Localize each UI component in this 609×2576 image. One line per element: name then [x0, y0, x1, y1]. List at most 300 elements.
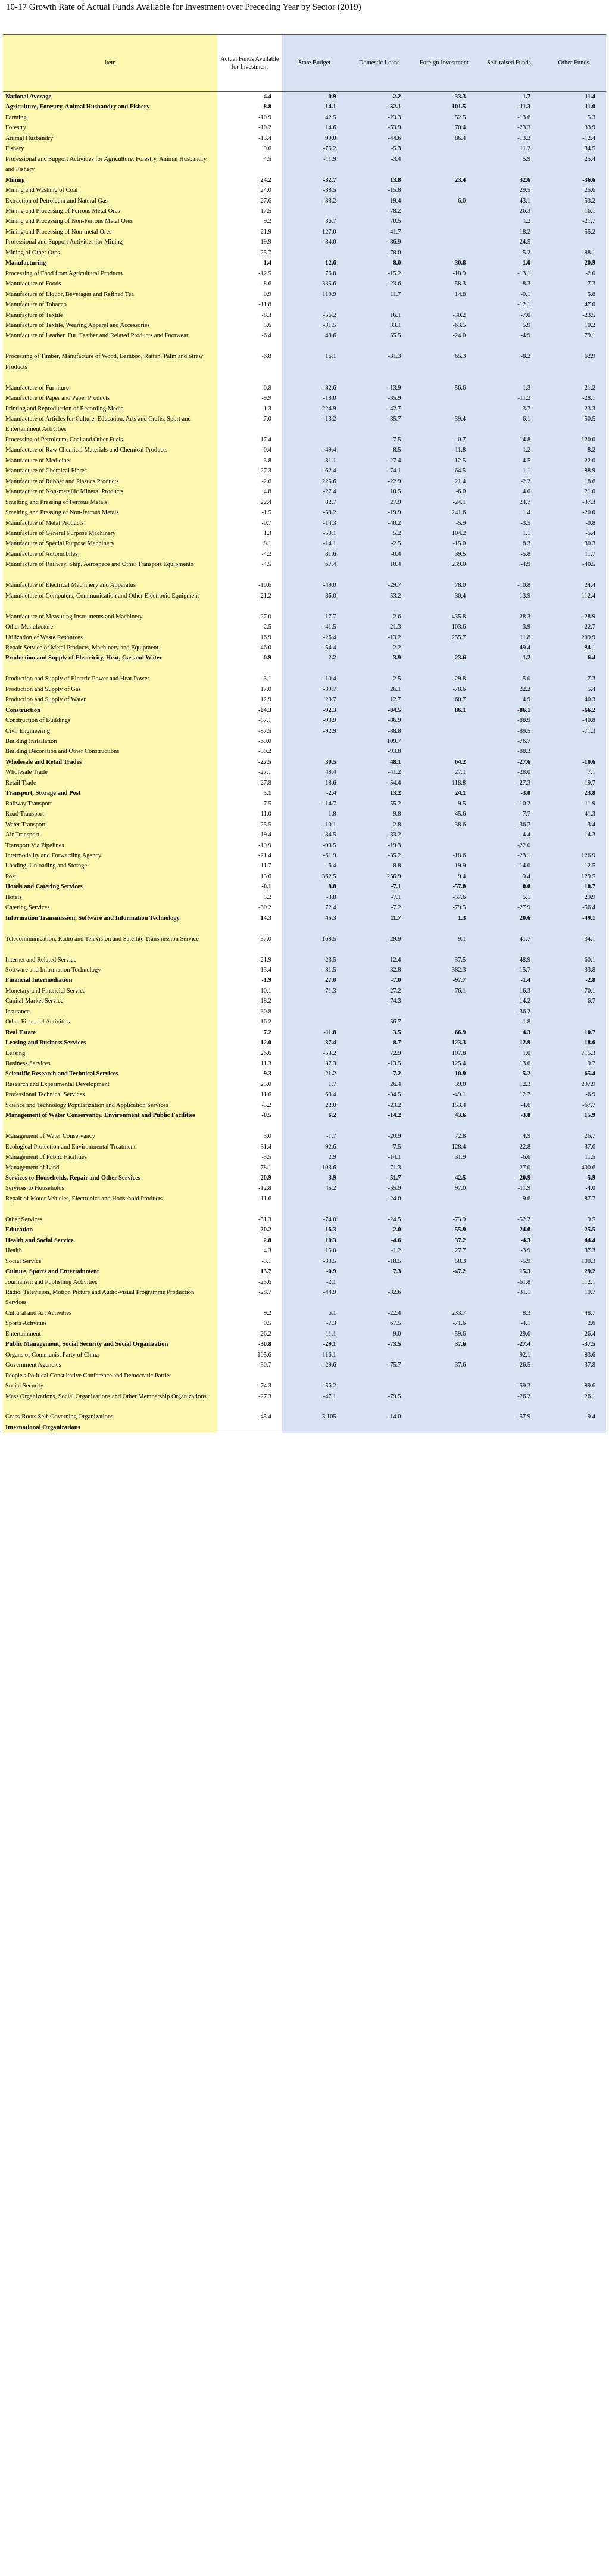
table-row — [3, 456, 606, 466]
cell-state-budget: -56.2 — [282, 310, 347, 321]
table-row — [3, 622, 606, 632]
cell-domestic-loans: -19.9 — [347, 508, 412, 518]
cell-self-raised-funds: 12.7 — [476, 1090, 541, 1100]
table-row — [3, 1360, 606, 1370]
cell-actual-funds: 21.9 — [217, 955, 282, 965]
cell-state-budget: -10.4 — [282, 674, 347, 684]
table-row — [3, 1423, 606, 1433]
cell-other-funds: 44.4 — [541, 1236, 606, 1246]
cell-foreign-investment: -24.1 — [411, 497, 476, 508]
cell-actual-funds: -11.8 — [217, 300, 282, 310]
cell-domestic-loans: -73.5 — [347, 1339, 412, 1349]
cell-domestic-loans: -78.2 — [347, 206, 412, 216]
cell-state-budget: 168.5 — [282, 934, 347, 955]
table-row — [3, 955, 606, 965]
cell-other-funds: 715.3 — [541, 1049, 606, 1059]
cell-self-raised-funds: 29.5 — [476, 185, 541, 195]
cell-self-raised-funds: 15.3 — [476, 1267, 541, 1277]
table-row — [3, 1318, 606, 1329]
cell-foreign-investment — [411, 736, 476, 746]
row-label: Manufacture of Paper and Paper Products — [3, 393, 217, 403]
cell-actual-funds: -45.4 — [217, 1412, 282, 1422]
cell-domestic-loans: -8.7 — [347, 1038, 412, 1048]
cell-domestic-loans: -13.5 — [347, 1059, 412, 1069]
cell-other-funds: 112.1 — [541, 1277, 606, 1287]
cell-self-raised-funds: -4.6 — [476, 1100, 541, 1110]
cell-actual-funds: 16.2 — [217, 1017, 282, 1027]
cell-other-funds: 55.2 — [541, 227, 606, 237]
table-row — [3, 216, 606, 226]
row-label: Road Transport — [3, 809, 217, 819]
cell-state-budget: -32.7 — [282, 175, 347, 185]
cell-self-raised-funds: -88.3 — [476, 746, 541, 757]
cell-state-budget: 45.2 — [282, 1183, 347, 1193]
cell-actual-funds: -87.1 — [217, 715, 282, 726]
cell-self-raised-funds: 27.0 — [476, 1163, 541, 1173]
table-row — [3, 1277, 606, 1287]
row-label: Repair Service of Metal Products, Machinery and Equipment — [3, 643, 217, 653]
row-label: Sports Activities — [3, 1318, 217, 1329]
cell-other-funds: -40.5 — [541, 559, 606, 580]
row-label: Intermodality and Forwarding Agency — [3, 851, 217, 861]
cell-domestic-loans: -32.1 — [347, 102, 412, 112]
table-row — [3, 445, 606, 455]
table-row — [3, 185, 606, 195]
column-header-item: Item — [3, 35, 217, 92]
cell-other-funds: -49.1 — [541, 913, 606, 934]
cell-domestic-loans: -54.4 — [347, 778, 412, 788]
cell-other-funds: 9.7 — [541, 1059, 606, 1069]
table-row — [3, 705, 606, 715]
cell-state-budget: -0.9 — [282, 92, 347, 102]
cell-state-budget: -14.3 — [282, 518, 347, 528]
cell-domestic-loans: -7.2 — [347, 903, 412, 913]
cell-self-raised-funds: 1.2 — [476, 445, 541, 455]
table-row — [3, 487, 606, 497]
cell-domestic-loans: 2.2 — [347, 92, 412, 102]
cell-actual-funds: -4.5 — [217, 559, 282, 580]
cell-actual-funds: -1.9 — [217, 975, 282, 985]
cell-foreign-investment: -49.1 — [411, 1090, 476, 1100]
cell-other-funds: 24.4 — [541, 580, 606, 590]
cell-domestic-loans: -7.5 — [347, 1142, 412, 1152]
column-header-self-raised-funds: Self-raised Funds — [476, 35, 541, 92]
row-label: Catering Services — [3, 903, 217, 913]
cell-self-raised-funds: -5.0 — [476, 674, 541, 684]
table-row — [3, 321, 606, 331]
cell-actual-funds: 20.2 — [217, 1225, 282, 1235]
cell-other-funds: 6.4 — [541, 653, 606, 674]
cell-foreign-investment: 6.0 — [411, 196, 476, 206]
table-row — [3, 1007, 606, 1017]
cell-state-budget: 225.6 — [282, 477, 347, 487]
table-row — [3, 92, 606, 102]
cell-actual-funds: -90.2 — [217, 746, 282, 757]
table-row — [3, 1163, 606, 1173]
table-row — [3, 695, 606, 705]
cell-other-funds: -66.2 — [541, 705, 606, 715]
cell-other-funds — [541, 1007, 606, 1017]
row-label: Mining and Washing of Coal — [3, 185, 217, 195]
cell-self-raised-funds: 5.9 — [476, 321, 541, 331]
cell-self-raised-funds — [476, 1423, 541, 1433]
cell-foreign-investment: 153.4 — [411, 1100, 476, 1110]
table-row — [3, 820, 606, 830]
cell-actual-funds: -10.6 — [217, 580, 282, 590]
cell-actual-funds: -30.7 — [217, 1360, 282, 1370]
cell-other-funds: 20.9 — [541, 258, 606, 268]
cell-self-raised-funds: -10.2 — [476, 799, 541, 809]
table-row — [3, 1392, 606, 1413]
row-label: Research and Experimental Development — [3, 1079, 217, 1090]
cell-self-raised-funds: -76.7 — [476, 736, 541, 746]
cell-self-raised-funds: -5.2 — [476, 248, 541, 258]
cell-other-funds: 83.6 — [541, 1350, 606, 1360]
cell-foreign-investment: 30.8 — [411, 258, 476, 268]
cell-other-funds: 5.3 — [541, 113, 606, 123]
cell-domestic-loans: -44.6 — [347, 133, 412, 144]
table-row — [3, 674, 606, 684]
cell-self-raised-funds: -8.2 — [476, 351, 541, 382]
cell-other-funds: 37.6 — [541, 1142, 606, 1152]
row-label: Post — [3, 872, 217, 882]
cell-domestic-loans: 70.5 — [347, 216, 412, 226]
row-label: Manufacture of Chemical Fibres — [3, 466, 217, 476]
cell-other-funds: -2.0 — [541, 269, 606, 279]
table-row — [3, 736, 606, 746]
cell-actual-funds: -1.5 — [217, 508, 282, 518]
cell-actual-funds: 3.0 — [217, 1131, 282, 1141]
cell-foreign-investment: 9.1 — [411, 934, 476, 955]
cell-domestic-loans: -27.4 — [347, 456, 412, 466]
cell-self-raised-funds: -4.3 — [476, 1236, 541, 1246]
cell-foreign-investment: 37.2 — [411, 1236, 476, 1246]
cell-domestic-loans: -35.2 — [347, 851, 412, 861]
cell-foreign-investment: -38.6 — [411, 820, 476, 830]
table-row — [3, 1131, 606, 1141]
row-label: Manufacture of Railway, Ship, Aerospace and Other Transport Equipments — [3, 559, 217, 580]
cell-foreign-investment: 29.8 — [411, 674, 476, 684]
cell-actual-funds: -8.6 — [217, 279, 282, 289]
cell-state-budget: -13.2 — [282, 414, 347, 435]
cell-self-raised-funds: 0.0 — [476, 882, 541, 892]
table-row — [3, 237, 606, 247]
cell-foreign-investment: -37.5 — [411, 955, 476, 965]
cell-self-raised-funds: -13.6 — [476, 113, 541, 123]
row-label: Manufacture of Measuring Instruments and Machinery — [3, 612, 217, 622]
cell-foreign-investment — [411, 248, 476, 258]
cell-other-funds: -0.8 — [541, 518, 606, 528]
cell-state-budget: 11.1 — [282, 1329, 347, 1339]
cell-actual-funds: 0.8 — [217, 383, 282, 393]
cell-actual-funds: 26.2 — [217, 1329, 282, 1339]
row-label: Social Security — [3, 1381, 217, 1391]
cell-other-funds — [541, 1423, 606, 1433]
row-label: Scientific Research and Technical Services — [3, 1069, 217, 1079]
cell-self-raised-funds: -4.4 — [476, 830, 541, 840]
table-row — [3, 1079, 606, 1090]
table-row — [3, 1339, 606, 1349]
cell-foreign-investment: 52.5 — [411, 113, 476, 123]
cell-state-budget: -74.0 — [282, 1215, 347, 1225]
cell-other-funds: 100.3 — [541, 1256, 606, 1267]
cell-foreign-investment: -18.6 — [411, 851, 476, 861]
cell-foreign-investment: -30.2 — [411, 310, 476, 321]
cell-foreign-investment: -11.8 — [411, 445, 476, 455]
cell-other-funds: 29.9 — [541, 892, 606, 903]
cell-state-budget: -38.5 — [282, 185, 347, 195]
cell-other-funds: 23.3 — [541, 404, 606, 414]
table-row — [3, 715, 606, 726]
cell-state-budget: 16.3 — [282, 1225, 347, 1235]
cell-foreign-investment: 45.6 — [411, 809, 476, 819]
cell-state-budget: -54.4 — [282, 643, 347, 653]
cell-actual-funds: 4.8 — [217, 487, 282, 497]
cell-actual-funds: 17.4 — [217, 435, 282, 445]
cell-actual-funds: -27.1 — [217, 767, 282, 777]
cell-foreign-investment: -12.5 — [411, 456, 476, 466]
row-label: Manufacture of Articles for Culture, Education, Arts and Crafts, Sport and Entertainment Activities — [3, 414, 217, 435]
cell-state-budget: 92.6 — [282, 1142, 347, 1152]
cell-actual-funds: 11.0 — [217, 809, 282, 819]
table-row — [3, 1142, 606, 1152]
cell-other-funds: 209.9 — [541, 633, 606, 643]
row-label: Manufacturing — [3, 258, 217, 268]
table-row — [3, 497, 606, 508]
cell-domestic-loans: 12.4 — [347, 955, 412, 965]
row-label: Manufacture of Medicines — [3, 456, 217, 466]
cell-other-funds: 34.5 — [541, 144, 606, 154]
cell-other-funds: -20.0 — [541, 508, 606, 518]
cell-domestic-loans: 7.5 — [347, 435, 412, 445]
cell-actual-funds: 3.8 — [217, 456, 282, 466]
cell-state-budget — [282, 1017, 347, 1027]
cell-domestic-loans: -7.2 — [347, 1069, 412, 1079]
cell-foreign-investment — [411, 1017, 476, 1027]
cell-other-funds: 5.4 — [541, 685, 606, 695]
cell-self-raised-funds: -3.0 — [476, 788, 541, 798]
cell-actual-funds: -8.8 — [217, 102, 282, 112]
cell-actual-funds: -13.4 — [217, 965, 282, 975]
cell-other-funds: -34.1 — [541, 934, 606, 955]
cell-domestic-loans: -24.5 — [347, 1215, 412, 1225]
cell-domestic-loans: -7.0 — [347, 975, 412, 985]
cell-self-raised-funds: 11.2 — [476, 144, 541, 154]
cell-state-budget: -92.3 — [282, 705, 347, 715]
cell-self-raised-funds: 4.9 — [476, 1131, 541, 1141]
cell-state-budget: 37.3 — [282, 1059, 347, 1069]
cell-self-raised-funds: 24.0 — [476, 1225, 541, 1235]
table-row — [3, 903, 606, 913]
row-label: Manufacture of Leather, Fur, Feather and Related Products and Footwear — [3, 331, 217, 351]
table-row — [3, 435, 606, 445]
cell-foreign-investment: -63.5 — [411, 321, 476, 331]
cell-domestic-loans: 26.4 — [347, 1079, 412, 1090]
cell-actual-funds: 17.0 — [217, 685, 282, 695]
row-label: Ecological Protection and Environmental Treatment — [3, 1142, 217, 1152]
cell-other-funds: 65.4 — [541, 1069, 606, 1079]
cell-domestic-loans: 26.1 — [347, 685, 412, 695]
cell-foreign-investment: 19.9 — [411, 861, 476, 871]
row-label: Information Transmission, Software and Information Technology — [3, 913, 217, 934]
cell-domestic-loans — [347, 300, 412, 310]
row-label: Manufacture of Computers, Communication and Other Electronic Equipment — [3, 591, 217, 612]
cell-other-funds: -36.6 — [541, 175, 606, 185]
table-row — [3, 290, 606, 300]
cell-state-budget: -44.9 — [282, 1287, 347, 1308]
cell-other-funds: 15.9 — [541, 1110, 606, 1131]
cell-foreign-investment: 382.3 — [411, 965, 476, 975]
cell-domestic-loans: -42.7 — [347, 404, 412, 414]
cell-state-budget — [282, 736, 347, 746]
row-label: Agriculture, Forestry, Animal Husbandry and Fishery — [3, 102, 217, 112]
cell-other-funds: -56.4 — [541, 903, 606, 913]
table-row — [3, 841, 606, 851]
column-header-other-funds: Other Funds — [541, 35, 606, 92]
cell-other-funds: -87.7 — [541, 1194, 606, 1215]
cell-actual-funds: -84.3 — [217, 705, 282, 715]
cell-state-budget: 99.0 — [282, 133, 347, 144]
cell-actual-funds: -51.3 — [217, 1215, 282, 1225]
cell-domestic-loans: 2.2 — [347, 643, 412, 653]
cell-other-funds: 47.0 — [541, 300, 606, 310]
row-label: Capital Market Service — [3, 996, 217, 1006]
cell-foreign-investment — [411, 1392, 476, 1413]
cell-other-funds: 88.9 — [541, 466, 606, 476]
cell-state-budget: 103.6 — [282, 1163, 347, 1173]
cell-foreign-investment: 241.6 — [411, 508, 476, 518]
cell-other-funds: 84.1 — [541, 643, 606, 653]
cell-domestic-loans: -32.6 — [347, 1287, 412, 1308]
cell-state-budget: 1.8 — [282, 809, 347, 819]
row-label: Manufacture of Textile, Wearing Apparel and Accessories — [3, 321, 217, 331]
cell-self-raised-funds: 26.3 — [476, 206, 541, 216]
row-label: Retail Trade — [3, 778, 217, 788]
cell-other-funds: -37.5 — [541, 1339, 606, 1349]
cell-state-budget — [282, 1007, 347, 1017]
cell-foreign-investment: -6.0 — [411, 487, 476, 497]
cell-domestic-loans: 67.5 — [347, 1318, 412, 1329]
cell-domestic-loans: 256.9 — [347, 872, 412, 882]
cell-self-raised-funds: -1.8 — [476, 1017, 541, 1027]
cell-state-budget: 71.3 — [282, 986, 347, 996]
cell-foreign-investment: 86.1 — [411, 705, 476, 715]
cell-self-raised-funds: -4.9 — [476, 331, 541, 351]
cell-domestic-loans: -51.7 — [347, 1173, 412, 1183]
cell-state-budget: -1.7 — [282, 1131, 347, 1141]
cell-other-funds: -11.9 — [541, 799, 606, 809]
cell-other-funds: -12.4 — [541, 133, 606, 144]
table-row — [3, 861, 606, 871]
cell-actual-funds: -11.6 — [217, 1194, 282, 1215]
cell-other-funds: 62.9 — [541, 351, 606, 382]
row-label: Leasing — [3, 1049, 217, 1059]
table-row — [3, 975, 606, 985]
cell-actual-funds: 0.5 — [217, 1318, 282, 1329]
cell-actual-funds: -0.1 — [217, 882, 282, 892]
cell-state-budget: 6.1 — [282, 1308, 347, 1318]
cell-domestic-loans: -14.2 — [347, 1110, 412, 1131]
cell-self-raised-funds: -31.1 — [476, 1287, 541, 1308]
row-label: Manufacture of Non-metallic Mineral Products — [3, 487, 217, 497]
table-row — [3, 809, 606, 819]
cell-self-raised-funds: -3.8 — [476, 1110, 541, 1131]
row-label: Fishery — [3, 144, 217, 154]
table-row — [3, 851, 606, 861]
cell-other-funds — [541, 1371, 606, 1381]
cell-domestic-loans: -15.8 — [347, 185, 412, 195]
cell-other-funds: -9.4 — [541, 1412, 606, 1422]
cell-state-budget: -49.0 — [282, 580, 347, 590]
cell-foreign-investment — [411, 237, 476, 247]
cell-state-budget: 23.5 — [282, 955, 347, 965]
table-row — [3, 1350, 606, 1360]
cell-state-budget: 2.2 — [282, 653, 347, 674]
cell-self-raised-funds: -3.5 — [476, 518, 541, 528]
cell-self-raised-funds: 7.7 — [476, 809, 541, 819]
cell-foreign-investment: 104.2 — [411, 528, 476, 539]
cell-state-budget: -33.2 — [282, 196, 347, 206]
cell-self-raised-funds: -27.9 — [476, 903, 541, 913]
cell-foreign-investment: 107.8 — [411, 1049, 476, 1059]
cell-self-raised-funds: -27.4 — [476, 1339, 541, 1349]
cell-domestic-loans: -93.8 — [347, 746, 412, 757]
cell-actual-funds: -69.0 — [217, 736, 282, 746]
row-label: Financial Intermediation — [3, 975, 217, 985]
table-row — [3, 1194, 606, 1215]
table-row — [3, 477, 606, 487]
cell-self-raised-funds: 29.6 — [476, 1329, 541, 1339]
cell-self-raised-funds: -36.2 — [476, 1007, 541, 1017]
row-label: Leasing and Business Services — [3, 1038, 217, 1048]
cell-other-funds: -67.7 — [541, 1100, 606, 1110]
table-row — [3, 1267, 606, 1277]
row-label: Management of Public Facilities — [3, 1152, 217, 1162]
column-header-actual-funds: Actual Funds Available for Investment — [217, 35, 282, 92]
cell-self-raised-funds: -23.3 — [476, 123, 541, 133]
cell-domestic-loans: -2.8 — [347, 820, 412, 830]
table-row — [3, 643, 606, 653]
cell-foreign-investment — [411, 643, 476, 653]
cell-state-budget: 30.5 — [282, 757, 347, 767]
cell-domestic-loans: 21.3 — [347, 622, 412, 632]
row-label: Other Financial Activities — [3, 1017, 217, 1027]
cell-self-raised-funds: 9.4 — [476, 872, 541, 882]
row-label: Manufacture of Liquor, Beverages and Refined Tea — [3, 290, 217, 300]
cell-actual-funds: -30.2 — [217, 903, 282, 913]
cell-domestic-loans — [347, 1350, 412, 1360]
row-label: Internet and Related Service — [3, 955, 217, 965]
cell-self-raised-funds: -22.0 — [476, 841, 541, 851]
row-label: Software and Information Technology — [3, 965, 217, 975]
table-row — [3, 1038, 606, 1048]
cell-domestic-loans: -8.0 — [347, 258, 412, 268]
cell-actual-funds: -27.5 — [217, 757, 282, 767]
cell-foreign-investment: 58.3 — [411, 1256, 476, 1267]
cell-foreign-investment: -64.5 — [411, 466, 476, 476]
cell-actual-funds: -11.7 — [217, 861, 282, 871]
table-row — [3, 133, 606, 144]
cell-self-raised-funds: 24.7 — [476, 497, 541, 508]
cell-state-budget: -11.8 — [282, 1028, 347, 1038]
cell-actual-funds: 2.5 — [217, 622, 282, 632]
cell-other-funds: 18.6 — [541, 477, 606, 487]
cell-self-raised-funds: 8.3 — [476, 539, 541, 549]
cell-state-budget: -56.2 — [282, 1381, 347, 1391]
cell-other-funds — [541, 841, 606, 851]
table-row — [3, 1152, 606, 1162]
cell-state-budget — [282, 996, 347, 1006]
